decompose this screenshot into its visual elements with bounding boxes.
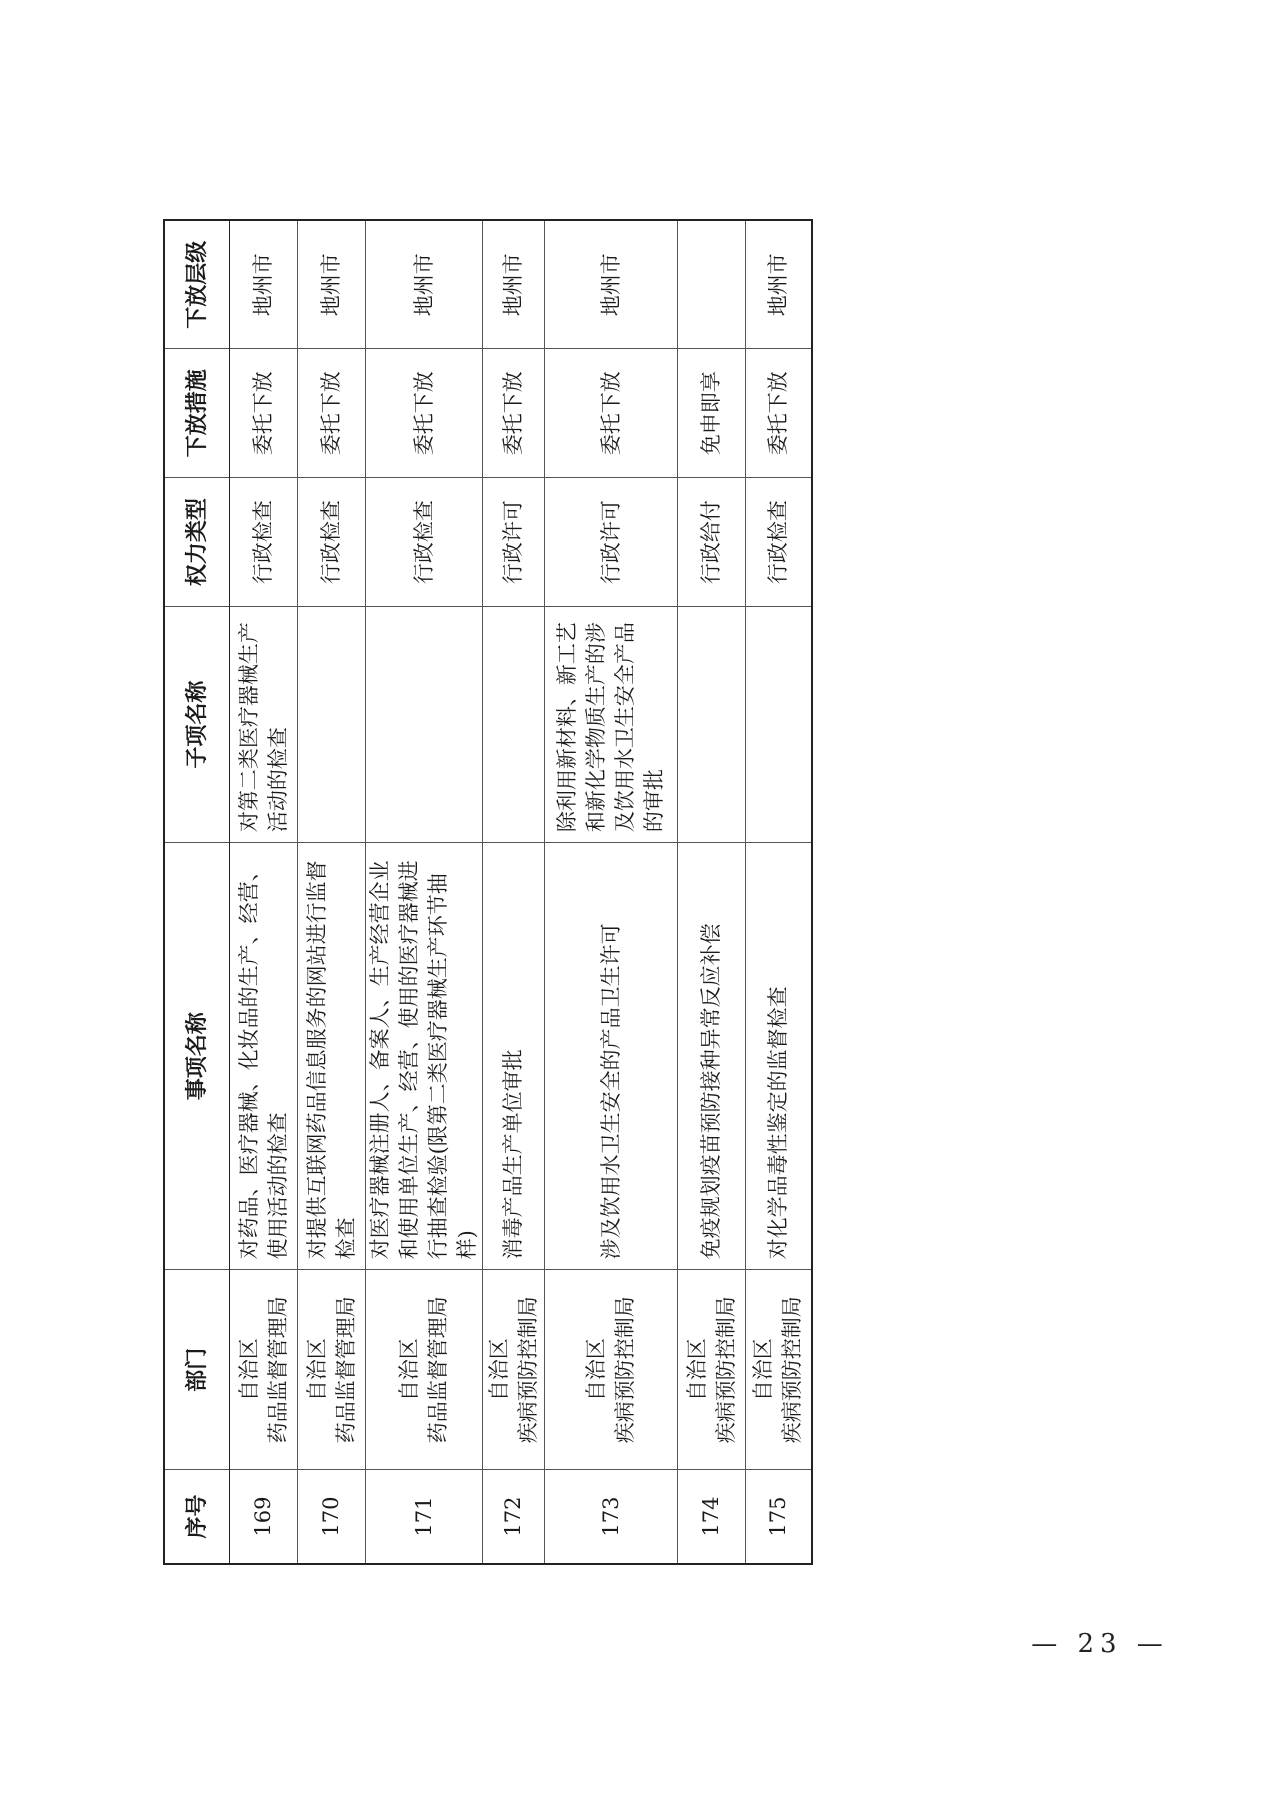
table-header-row xyxy=(164,220,230,1564)
dept-line1: 自治区 xyxy=(304,1338,329,1402)
table-row xyxy=(545,220,678,1564)
cell-item: 涉及饮用水卫生安全的产品卫生许可 xyxy=(545,843,678,1270)
dept-line2: 疾病预防控制局 xyxy=(613,1296,637,1444)
cell-seq: 169 xyxy=(230,1470,298,1564)
cell-seq: 174 xyxy=(678,1470,746,1564)
cell-dept xyxy=(746,1270,812,1470)
rotated-table-frame xyxy=(163,219,808,1565)
header-level: 下放层级 xyxy=(164,220,230,349)
dept-line1: 自治区 xyxy=(397,1338,421,1402)
cell-measure: 委托下放 xyxy=(746,349,812,478)
dept-line2: 药品监督管理局 xyxy=(265,1296,290,1444)
cell-power-type: 行政许可 xyxy=(545,478,678,607)
cell-subitem xyxy=(746,607,812,843)
cell-subitem: 对第二类医疗器械生产活动的检查 xyxy=(230,607,298,843)
table-row xyxy=(678,220,746,1564)
cell-subitem xyxy=(678,607,746,843)
cell-subitem xyxy=(366,607,483,843)
header-item: 事项名称 xyxy=(164,843,230,1270)
dept-line1: 自治区 xyxy=(486,1338,511,1402)
cell-level: 地州市 xyxy=(746,220,812,349)
cell-item: 对化学品毒性鉴定的监督检查 xyxy=(746,843,812,1270)
cell-level xyxy=(678,220,746,349)
cell-dept xyxy=(678,1270,746,1470)
cell-measure: 委托下放 xyxy=(230,349,298,478)
cell-seq: 171 xyxy=(366,1470,483,1564)
cell-power-type: 行政检查 xyxy=(366,478,483,607)
cell-seq: 172 xyxy=(483,1470,545,1564)
dept-line2: 药品监督管理局 xyxy=(333,1296,358,1444)
dept-line1: 自治区 xyxy=(236,1338,261,1402)
cell-measure: 免申即享 xyxy=(678,349,746,478)
header-power-type: 权力类型 xyxy=(164,478,230,607)
dept-line2: 药品监督管理局 xyxy=(426,1296,450,1444)
cell-subitem xyxy=(298,607,366,843)
cell-power-type: 行政检查 xyxy=(746,478,812,607)
cell-seq: 175 xyxy=(746,1470,812,1564)
cell-dept xyxy=(483,1270,545,1470)
cell-subitem: 除利用新材料、新工艺和新化学物质生产的涉及饮用水卫生安全产品的审批 xyxy=(545,607,678,843)
cell-level: 地州市 xyxy=(545,220,678,349)
dept-line2: 疾病预防控制局 xyxy=(713,1296,738,1444)
cell-level: 地州市 xyxy=(483,220,545,349)
cell-item: 对医疗器械注册人、备案人、生产经营企业和使用单位生产、经营、使用的医疗器械进行抽查检验(限第二类医疗器械生产环节抽样) xyxy=(366,843,483,1270)
cell-power-type: 行政给付 xyxy=(678,478,746,607)
cell-dept xyxy=(545,1270,678,1470)
header-measure: 下放措施 xyxy=(164,349,230,478)
cell-measure: 委托下放 xyxy=(545,349,678,478)
cell-item: 对提供互联网药品信息服务的网站进行监督检查 xyxy=(298,843,366,1270)
cell-power-type: 行政许可 xyxy=(483,478,545,607)
cell-item: 对药品、医疗器械、化妆品的生产、经营、使用活动的检查 xyxy=(230,843,298,1270)
table-row xyxy=(366,220,483,1564)
cell-seq: 170 xyxy=(298,1470,366,1564)
delegation-table xyxy=(163,219,813,1565)
table-row xyxy=(483,220,545,1564)
cell-subitem xyxy=(483,607,545,843)
header-dept: 部门 xyxy=(164,1270,230,1470)
dept-line1: 自治区 xyxy=(584,1338,608,1402)
cell-seq: 173 xyxy=(545,1470,678,1564)
rotated-table-container xyxy=(163,219,808,1565)
dept-line1: 自治区 xyxy=(684,1338,709,1402)
cell-dept xyxy=(366,1270,483,1470)
cell-level: 地州市 xyxy=(298,220,366,349)
cell-item: 免疫规划疫苗预防接种异常反应补偿 xyxy=(678,843,746,1270)
header-seq: 序号 xyxy=(164,1470,230,1564)
cell-level: 地州市 xyxy=(230,220,298,349)
dept-line2: 疾病预防控制局 xyxy=(780,1296,805,1444)
cell-item: 消毒产品生产单位审批 xyxy=(483,843,545,1270)
cell-measure: 委托下放 xyxy=(483,349,545,478)
cell-measure: 委托下放 xyxy=(298,349,366,478)
cell-power-type: 行政检查 xyxy=(230,478,298,607)
cell-level: 地州市 xyxy=(366,220,483,349)
cell-measure: 委托下放 xyxy=(366,349,483,478)
cell-dept xyxy=(298,1270,366,1470)
cell-power-type: 行政检查 xyxy=(298,478,366,607)
cell-dept xyxy=(230,1270,298,1470)
page-number: — 23 — xyxy=(1031,1629,1169,1659)
table-row xyxy=(746,220,812,1564)
table-row xyxy=(230,220,298,1564)
dept-line1: 自治区 xyxy=(751,1338,776,1402)
table-row xyxy=(298,220,366,1564)
dept-line2: 疾病预防控制局 xyxy=(515,1296,540,1444)
header-subitem: 子项名称 xyxy=(164,607,230,843)
